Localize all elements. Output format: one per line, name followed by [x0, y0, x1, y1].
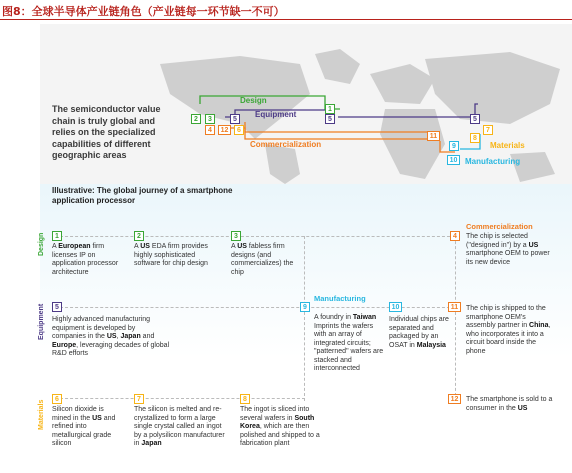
africa-shape [380, 109, 445, 179]
intro-text: The semiconductor value chain is truly global and relies on the specialized capabilities of different geographic areas [52, 104, 161, 160]
step-7-box: 7 [134, 394, 144, 404]
map-label-materials: Materials [490, 141, 525, 150]
map-box-10: 10 [447, 155, 460, 165]
step-3-box: 3 [231, 231, 241, 241]
greenland-shape [315, 49, 360, 84]
map-box-2: 2 [191, 114, 201, 124]
asia-shape [425, 52, 560, 124]
south-america-shape [265, 144, 300, 184]
category-equipment: Equipment [38, 303, 45, 340]
step-12-text: The smartphone is sold to a consumer in the US [466, 396, 553, 412]
map-box-6: 6 [234, 125, 244, 135]
map-box-9: 9 [449, 141, 459, 151]
step-2-box: 2 [134, 231, 144, 241]
figure-title: 图8：全球半导体产业链角色（产业链每一环节缺一不可） [2, 5, 285, 18]
map-label-equipment: Equipment [255, 110, 297, 119]
step-7-text: The silicon is melted and re-crystallized to form a large single crystal called an ingot by a polysilicon manufacturer in Japan [134, 406, 225, 447]
step-4-box: 4 [450, 231, 460, 241]
step-9-box: 9 [300, 302, 310, 312]
map-box-4: 4 [205, 125, 215, 135]
step-5-box: 5 [52, 302, 62, 312]
title-rule [0, 19, 572, 20]
section-label-manufacturing: Manufacturing [314, 294, 366, 303]
map-box-8: 8 [470, 133, 480, 143]
materials-lane [60, 398, 305, 400]
step-4-text: The chip is selected ("designed in") by a US smartphone OEM to power its new device [466, 233, 550, 266]
step-1-box: 1 [52, 231, 62, 241]
commercialization-connector [455, 236, 456, 401]
step-5-text: Highly advanced manufacturing equipment is developed by companies in the US, Japan and Europe, leveraging decades of global R&D efforts [52, 316, 170, 357]
map-label-manufacturing: Manufacturing [465, 157, 521, 166]
step-6-text: Silicon dioxide is mined in the US and refined into metallurgical grade silicon [52, 406, 116, 447]
step-2-text: A US EDA firm provides highly sophisticated software for chip design [134, 243, 208, 267]
step-8-text: The ingot is sliced into several wafers in South Korea, which are then polished and shipped to a fabrication plant [240, 406, 320, 447]
map-box-1: 1 [325, 104, 335, 114]
map-box-7: 7 [483, 125, 493, 135]
europe-shape [370, 64, 435, 104]
step-8-box: 8 [240, 394, 250, 404]
step-11-box: 11 [448, 302, 461, 312]
map-label-commercialization: Commercialization [250, 140, 322, 149]
map-label-design: Design [240, 96, 267, 105]
step-3-text: A US fabless firm designs (and commercializes) the chip [231, 243, 294, 276]
step-10-text: Individual chips are separated and packaged by an OSAT in Malaysia [389, 316, 449, 349]
illustrative-heading: Illustrative: The global journey of a smartphone application processor [52, 186, 233, 205]
design-lane [60, 236, 455, 238]
category-materials: Materials [38, 399, 45, 430]
map-box-5-us: 5 [230, 114, 240, 124]
manufacturing-connector [304, 236, 305, 401]
map-box-3: 3 [205, 114, 215, 124]
map-box-11: 11 [427, 131, 440, 141]
section-label-commercialization: Commercialization [466, 222, 533, 231]
step-10-box: 10 [389, 302, 402, 312]
map-box-5-europe: 5 [325, 114, 335, 124]
step-12-box: 12 [448, 394, 461, 404]
step-11-text: The chip is shipped to the smartphone OEM's assembly partner in China, who incorporates it into a circuit board inside the phone [466, 305, 551, 355]
map-box-5-japan: 5 [470, 114, 480, 124]
step-1-text: A European firm licenses IP on application processor architecture [52, 243, 119, 276]
step-6-box: 6 [52, 394, 62, 404]
category-design: Design [38, 232, 45, 256]
step-9-text: A foundry in Taiwan Imprints the wafers with an array of integrated circuits; "patterned" wafers are stacked and interconnected [314, 314, 384, 372]
map-box-12: 12 [218, 125, 231, 135]
